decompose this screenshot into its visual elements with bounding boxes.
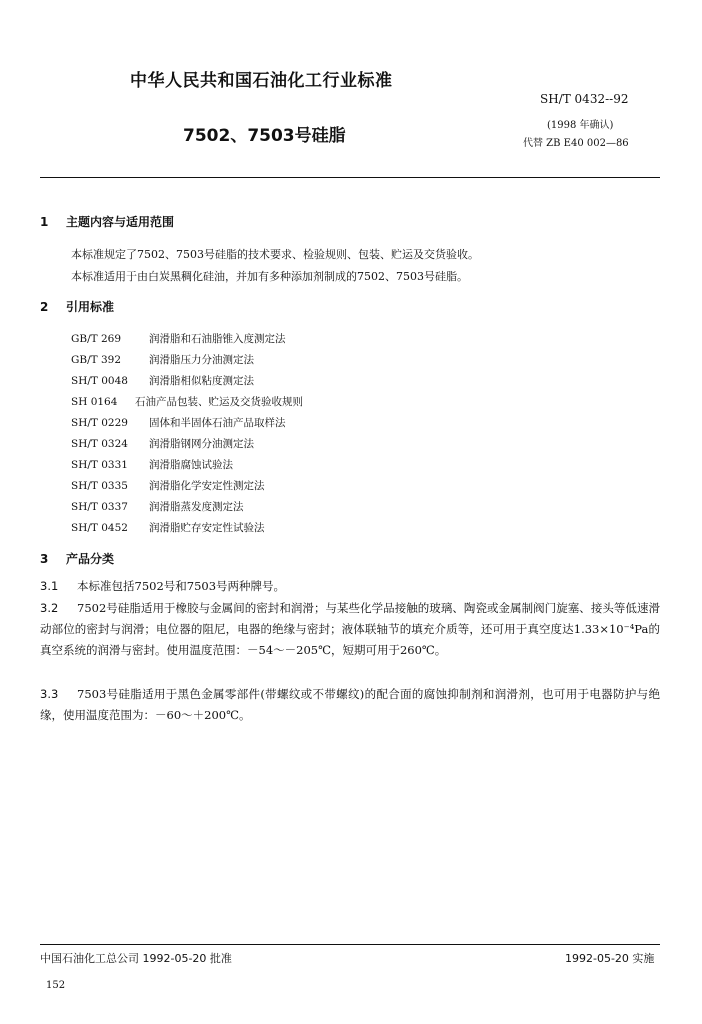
reference-name: 润滑脂压力分油测定法 xyxy=(149,354,254,366)
subclause-number: 3.1 xyxy=(40,579,59,593)
reference-item xyxy=(71,331,286,346)
reference-item xyxy=(71,436,254,451)
reference-name: 润滑脂腐蚀试验法 xyxy=(149,459,233,471)
reference-code: SH/T 0324 xyxy=(71,438,128,450)
header-rule xyxy=(40,177,660,178)
section-title: 产品分类 xyxy=(66,552,115,566)
reference-code: SH 0164 xyxy=(71,396,118,408)
replaces-note: 代替 ZB E40 002—86 xyxy=(523,138,629,149)
reference-code: SH/T 0452 xyxy=(71,522,128,534)
reference-name: 润滑脂钢网分油测定法 xyxy=(149,438,254,450)
subclause-number: 3.3 xyxy=(40,687,59,701)
standard-title: 中华人民共和国石油化工行业标准 xyxy=(130,71,393,91)
standard-code: SH/T 0432--92 xyxy=(540,92,629,106)
reference-name: 固体和半固体石油产品取样法 xyxy=(149,417,286,429)
section-title: 主题内容与适用范围 xyxy=(66,215,175,229)
reference-name: 润滑脂相似粘度测定法 xyxy=(149,375,254,387)
section-heading xyxy=(40,298,114,315)
subclause xyxy=(40,598,660,661)
footer-rule xyxy=(40,944,660,945)
section-number: 1 xyxy=(40,215,49,229)
subclause-number: 3.2 xyxy=(40,601,59,615)
section-number: 3 xyxy=(40,552,49,566)
reference-code: SH/T 0229 xyxy=(71,417,128,429)
section-number: 2 xyxy=(40,300,49,314)
section-heading xyxy=(40,550,114,567)
reference-item xyxy=(71,373,254,388)
document-title: 7502、7503号硅脂 xyxy=(183,126,346,146)
reference-item xyxy=(71,415,286,430)
subclause xyxy=(40,684,660,726)
reference-code: SH/T 0337 xyxy=(71,501,128,513)
section-heading xyxy=(40,213,174,230)
reference-item xyxy=(71,457,233,472)
reference-item xyxy=(71,499,244,514)
reference-code: SH/T 0335 xyxy=(71,480,128,492)
reference-item xyxy=(71,478,265,493)
reference-code: GB/T 269 xyxy=(71,333,122,345)
page-number: 152 xyxy=(46,980,66,991)
reference-item xyxy=(71,520,265,535)
reference-code: SH/T 0048 xyxy=(71,375,128,387)
subclause xyxy=(40,576,285,597)
reference-code: SH/T 0331 xyxy=(71,459,128,471)
subclause-text: 本标准包括7502号和7503号两种牌号。 xyxy=(77,579,286,593)
paragraph: 本标准规定了7502、7503号硅脂的技术要求、检验规则、包装、贮运及交货验收。 xyxy=(71,248,479,261)
subclause-text: 7502号硅脂适用于橡胶与金属间的密封和润滑；与某些化学品接触的玻璃、陶瓷或金属制阀门旋塞、接头等低速滑动部位的密封与润滑；电位器的阻尼，电器的绝缘与密封；液体联轴节的填充介质等，还可用于真空度达1.33×10⁻⁴Pa的真空系统的润滑与密封。使用温度范围：－54～－205℃，短期可用于260℃。 xyxy=(40,601,660,657)
reference-name: 润滑脂化学安定性测定法 xyxy=(149,480,265,492)
reference-name: 石油产品包装、贮运及交货验收规则 xyxy=(135,396,303,408)
section-title: 引用标准 xyxy=(66,300,115,314)
approval-note: 中国石油化工总公司 1992-05-20 批准 xyxy=(40,952,232,965)
subclause-text: 7503号硅脂适用于黑色金属零部件(带螺纹或不带螺纹)的配合面的腐蚀抑制剂和润滑剂，也可用于电器防护与绝缘，使用温度范围为：－60～＋200℃。 xyxy=(40,687,660,722)
reference-name: 润滑脂和石油脂锥入度测定法 xyxy=(149,333,286,345)
reference-name: 润滑脂贮存安定性试验法 xyxy=(149,522,265,534)
effective-date: 1992-05-20 实施 xyxy=(565,952,655,965)
paragraph: 本标准适用于由白炭黑稠化硅油，并加有多种添加剂制成的7502、7503号硅脂。 xyxy=(71,270,468,283)
reference-item xyxy=(71,394,303,409)
reference-item xyxy=(71,352,254,367)
reference-name: 润滑脂蒸发度测定法 xyxy=(149,501,244,513)
confirmation-note: (1998 年确认) xyxy=(547,120,614,131)
reference-code: GB/T 392 xyxy=(71,354,122,366)
